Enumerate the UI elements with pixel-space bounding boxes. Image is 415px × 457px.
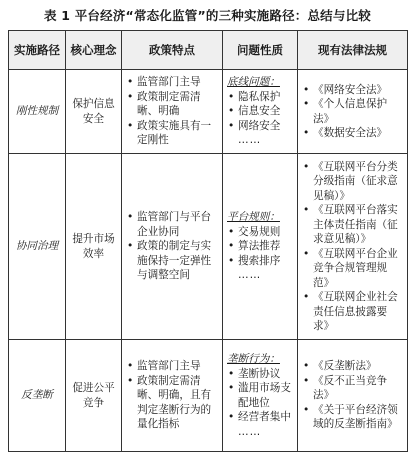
list-item: • 监管部门主导 bbox=[126, 75, 218, 90]
policy-features bbox=[122, 154, 223, 340]
table-title: 表 1 平台经济“常态化监管”的三种实施路径：总结与比较 bbox=[44, 8, 371, 23]
issue-nature bbox=[223, 340, 298, 452]
list-item: • 《互联网平台企业竞争合规管理规范》 bbox=[302, 247, 403, 291]
list-item: • 《互联网平台落实主体责任指南（征求意见稿）》 bbox=[302, 203, 403, 247]
list-item: • 滥用市场支配地位 bbox=[227, 381, 293, 410]
list-item: • 监管部门与平台企业协同 bbox=[126, 210, 218, 239]
header-features: 政策特点 bbox=[122, 31, 223, 70]
list-item: • 政策实施具有一定刚性 bbox=[126, 119, 218, 148]
list-item: • 信息安全 bbox=[227, 104, 293, 119]
issue-label: 平台规则： bbox=[227, 211, 280, 224]
list-item: • 政策的制定与实施保持一定弹性与调整空间 bbox=[126, 239, 218, 283]
list-item: • 《关于平台经济领域的反垄断指南》 bbox=[302, 403, 403, 432]
list-item: • 政策制定需清晰、明确，且有判定垄断行为的量化指标 bbox=[126, 374, 218, 432]
laws bbox=[298, 70, 408, 154]
path-name: 反垄断 bbox=[9, 340, 66, 452]
ellipsis: …… bbox=[238, 134, 262, 147]
core-idea: 提升市场效率 bbox=[66, 154, 122, 340]
laws bbox=[298, 154, 408, 340]
path-name: 刚性规制 bbox=[9, 70, 66, 154]
path-name: 协同治理 bbox=[9, 154, 66, 340]
list-item: • 经营者集中 bbox=[227, 410, 293, 425]
table-row bbox=[9, 70, 408, 154]
list-item: • 《反不正当竞争法》 bbox=[302, 374, 403, 403]
issue-nature bbox=[223, 70, 298, 154]
list-item: • 政策制定需清晰、明确 bbox=[126, 90, 218, 119]
issue-label: 底线问题： bbox=[227, 76, 280, 89]
header-path: 实施路径 bbox=[9, 31, 66, 70]
ellipsis: …… bbox=[238, 269, 262, 282]
list-item: • 《网络安全法》 bbox=[302, 83, 403, 98]
list-item: • 监管部门主导 bbox=[126, 359, 218, 374]
header-laws: 现有法律法规 bbox=[298, 31, 408, 70]
list-item: • 算法推荐 bbox=[227, 239, 293, 254]
list-item: • 《互联网企业社会责任信息披露要求》 bbox=[302, 290, 403, 334]
list-item: • 《反垄断法》 bbox=[302, 359, 403, 374]
header-issue: 问题性质 bbox=[223, 31, 298, 70]
issue-nature bbox=[223, 154, 298, 340]
list-item: • 《个人信息保护法》 bbox=[302, 97, 403, 126]
table-row bbox=[9, 340, 408, 452]
list-item: • 交易规则 bbox=[227, 225, 293, 240]
list-item: • 网络安全 bbox=[227, 119, 293, 134]
list-item: • 《互联网平台分类分级指南（征求意见稿）》 bbox=[302, 160, 403, 204]
header-core: 核心理念 bbox=[66, 31, 122, 70]
header-row bbox=[9, 31, 408, 70]
laws bbox=[298, 340, 408, 452]
policy-features bbox=[122, 70, 223, 154]
comparison-table bbox=[8, 30, 408, 452]
policy-features bbox=[122, 340, 223, 452]
list-item: • 搜索排序 bbox=[227, 254, 293, 269]
table-row bbox=[9, 154, 408, 340]
ellipsis: …… bbox=[238, 425, 262, 438]
core-idea: 保护信息安全 bbox=[66, 70, 122, 154]
list-item: • 垄断协议 bbox=[227, 367, 293, 382]
core-idea: 促进公平竞争 bbox=[66, 340, 122, 452]
list-item: • 《数据安全法》 bbox=[302, 126, 403, 141]
issue-label: 垄断行为： bbox=[227, 353, 280, 366]
list-item: • 隐私保护 bbox=[227, 90, 293, 105]
